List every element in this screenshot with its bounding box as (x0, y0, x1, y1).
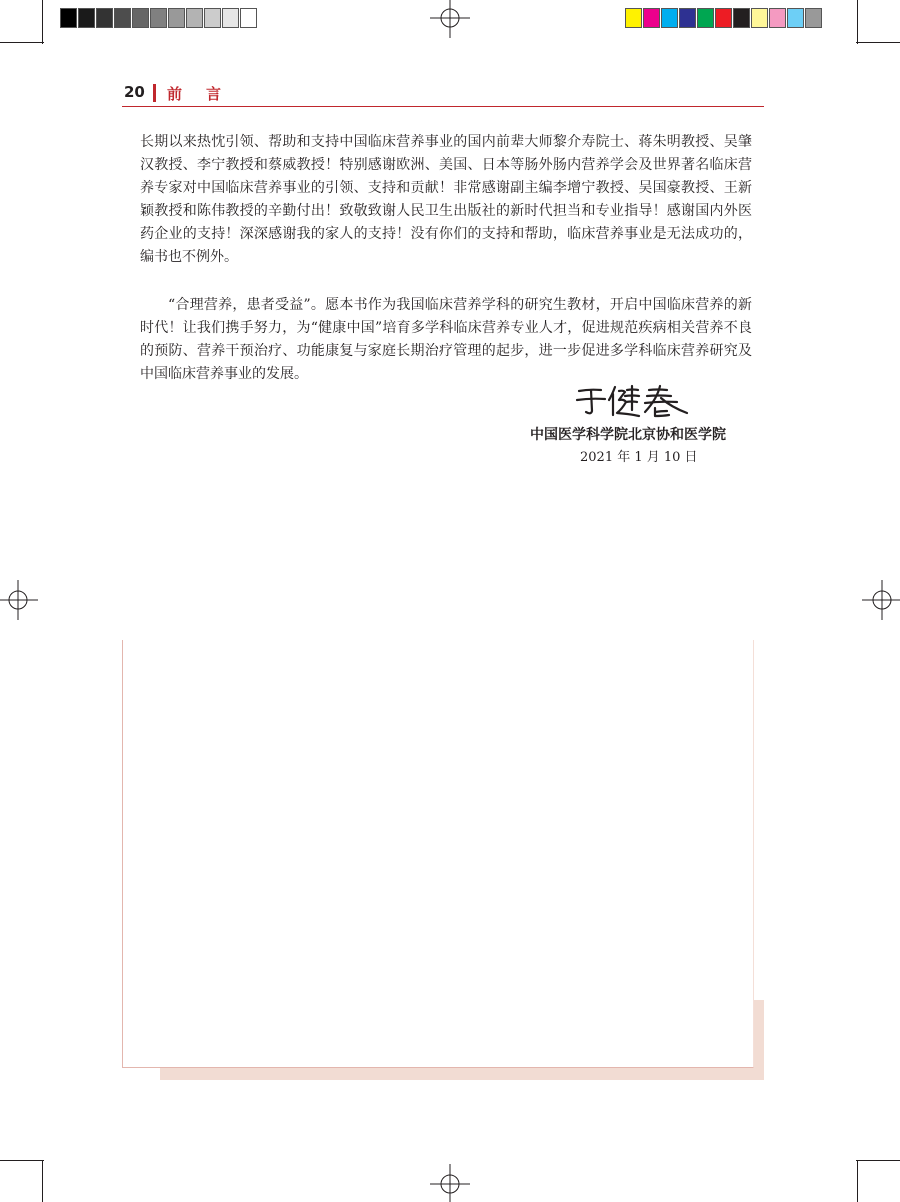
gray-swatch-4 (114, 8, 131, 28)
gray-swatch-11 (240, 8, 257, 28)
color-swatch-9 (769, 8, 786, 28)
header-divider-bar (153, 84, 156, 102)
header-rule (122, 106, 764, 107)
color-swatch-2 (643, 8, 660, 28)
registration-mark-left (0, 580, 40, 620)
color-swatch-4 (679, 8, 696, 28)
body-paragraph-2: “合理营养，患者受益”。愿本书作为我国临床营养学科的研究生教材，开启中国临床营养的新时代！让我们携手努力，为“健康中国”培育多学科临床营养专业人才，促进规范疾病相关营养不良的预防、营养干预治疗、功能康复与家庭长期治疗管理的起步，进一步促进多学科临床营养研究及中国临床营养事业的发展。 (140, 297, 752, 382)
gray-swatch-1 (60, 8, 77, 28)
body-paragraph-1: 长期以来热忱引领、帮助和支持中国临床营养事业的国内前辈大师黎介寿院士、蒋朱明教授、吴肇汉教授、李宁教授和蔡威教授！特别感谢欧洲、美国、日本等肠外肠内营养学会及世界著名临床营养专家对中国临床营养事业的引领、支持和贡献！非常感谢副主编李增宁教授、吴国豪教授、王新颖教授和陈伟教授的辛勤付出！致敬致谢人民卫生出版社的新时代担当和专业指导！感谢国内外医药企业的支持！深深感谢我的家人的支持！没有你们的支持和帮助，临床营养事业是无法成功的，编书也不例外。 (140, 134, 752, 265)
gray-calibration-bar (60, 8, 258, 28)
signature-date: 2021 年 1 月 10 日 (580, 450, 698, 465)
registration-mark-right (860, 580, 900, 620)
registration-mark-bottom (430, 1162, 470, 1202)
color-swatch-7 (733, 8, 750, 28)
frame-shadow-side (756, 1000, 764, 1080)
color-swatch-1 (625, 8, 642, 28)
handwritten-signature (575, 383, 690, 419)
registration-mark-top (430, 0, 470, 40)
blank-content-frame (122, 640, 754, 1068)
page-number: 20 (124, 83, 145, 101)
color-swatch-6 (715, 8, 732, 28)
affiliation: 中国医学科学院北京协和医学院 (530, 427, 726, 443)
color-swatch-3 (661, 8, 678, 28)
gray-swatch-2 (78, 8, 95, 28)
gray-swatch-3 (96, 8, 113, 28)
gray-swatch-6 (150, 8, 167, 28)
gray-swatch-9 (204, 8, 221, 28)
section-title: 前言 (167, 85, 246, 103)
color-swatch-11 (805, 8, 822, 28)
gray-swatch-10 (222, 8, 239, 28)
color-swatch-5 (697, 8, 714, 28)
gray-swatch-5 (132, 8, 149, 28)
gray-swatch-7 (168, 8, 185, 28)
color-swatch-8 (751, 8, 768, 28)
color-calibration-bar (625, 8, 823, 28)
color-swatch-10 (787, 8, 804, 28)
gray-swatch-8 (186, 8, 203, 28)
